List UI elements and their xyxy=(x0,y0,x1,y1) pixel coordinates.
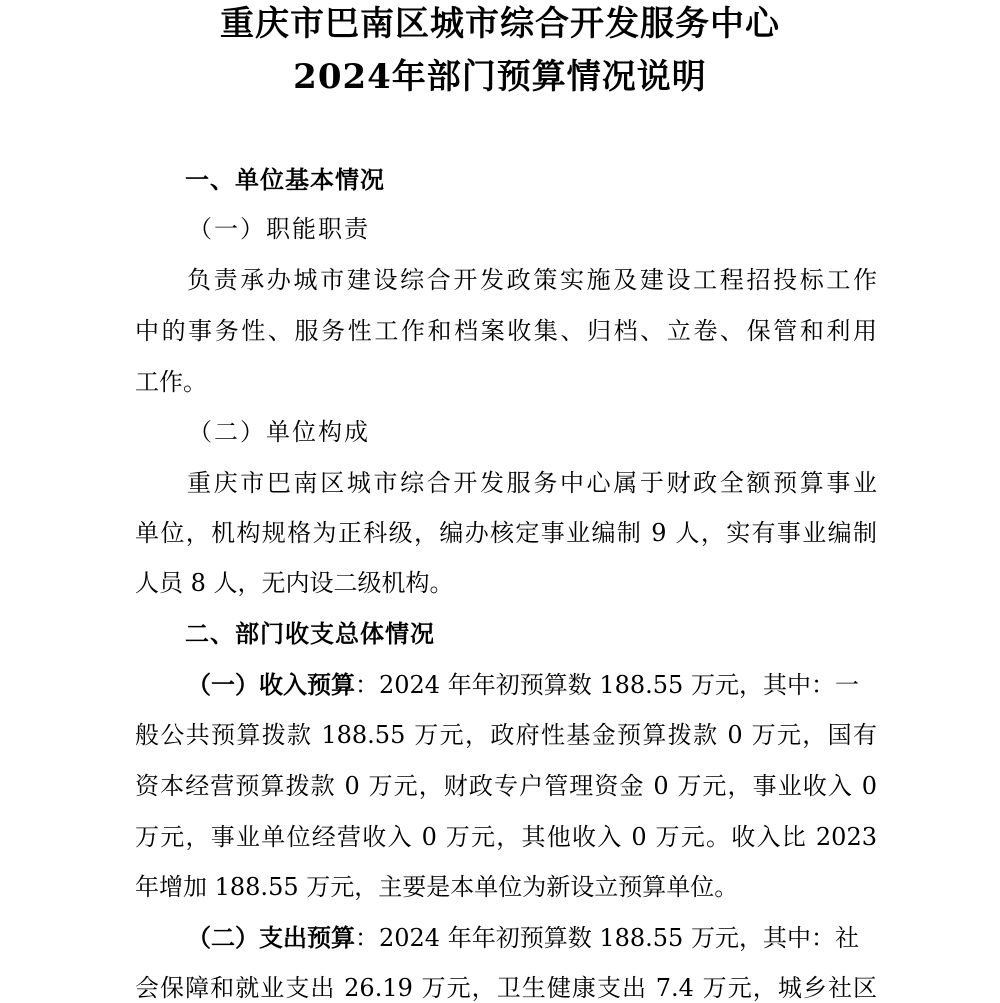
paragraph-line: 重庆市巴南区城市综合开发服务中心属于财政全额预算事业 xyxy=(187,469,877,497)
section1-sub1-heading: （一）职能职责 xyxy=(188,215,370,243)
paragraph-line: 人员 8 人，无内设二级机构。 xyxy=(135,569,454,597)
paragraph-line: 会保障和就业支出 26.19 万元，卫生健康支出 7.4 万元，城乡社区 xyxy=(135,974,877,1002)
document-title-line2: 2024年部门预算情况说明 xyxy=(293,57,707,97)
paragraph-line: 万元，事业单位经营收入 0 万元，其他收入 0 万元。收入比 2023 xyxy=(135,823,877,851)
paragraph-line: 年增加 188.55 万元，主要是本单位为新设立预算单位。 xyxy=(135,873,739,901)
paragraph-line: 资本经营预算拨款 0 万元，财政专户管理资金 0 万元，事业收入 0 xyxy=(135,772,877,800)
paragraph-line: 工作。 xyxy=(135,368,207,396)
section1-heading: 一、单位基本情况 xyxy=(185,166,385,194)
paragraph-line: 中的事务性、服务性工作和档案收集、归档、立卷、保管和利用 xyxy=(135,317,877,345)
income-line-text: ：2024 年年初预算数 188.55 万元，其中：一 xyxy=(355,671,859,699)
expense-label: （二）支出预算 xyxy=(187,924,355,952)
paragraph-line: 负责承办城市建设综合开发政策实施及建设工程招投标工作 xyxy=(187,266,877,294)
expense-paragraph-first-line xyxy=(187,923,859,953)
income-label: （一）收入预算 xyxy=(187,671,355,699)
income-paragraph-first-line xyxy=(187,670,859,700)
section2-heading: 二、部门收支总体情况 xyxy=(185,620,435,648)
expense-line-text: ：2024 年年初预算数 188.55 万元，其中：社 xyxy=(355,924,859,952)
paragraph-line: 单位，机构规格为正科级，编办核定事业编制 9 人，实有事业编制 xyxy=(135,519,877,547)
document-title-line1: 重庆市巴南区城市综合开发服务中心 xyxy=(220,4,780,44)
section1-sub2-heading: （二）单位构成 xyxy=(188,418,370,446)
paragraph-line: 般公共预算拨款 188.55 万元，政府性基金预算拨款 0 万元，国有 xyxy=(135,721,877,749)
